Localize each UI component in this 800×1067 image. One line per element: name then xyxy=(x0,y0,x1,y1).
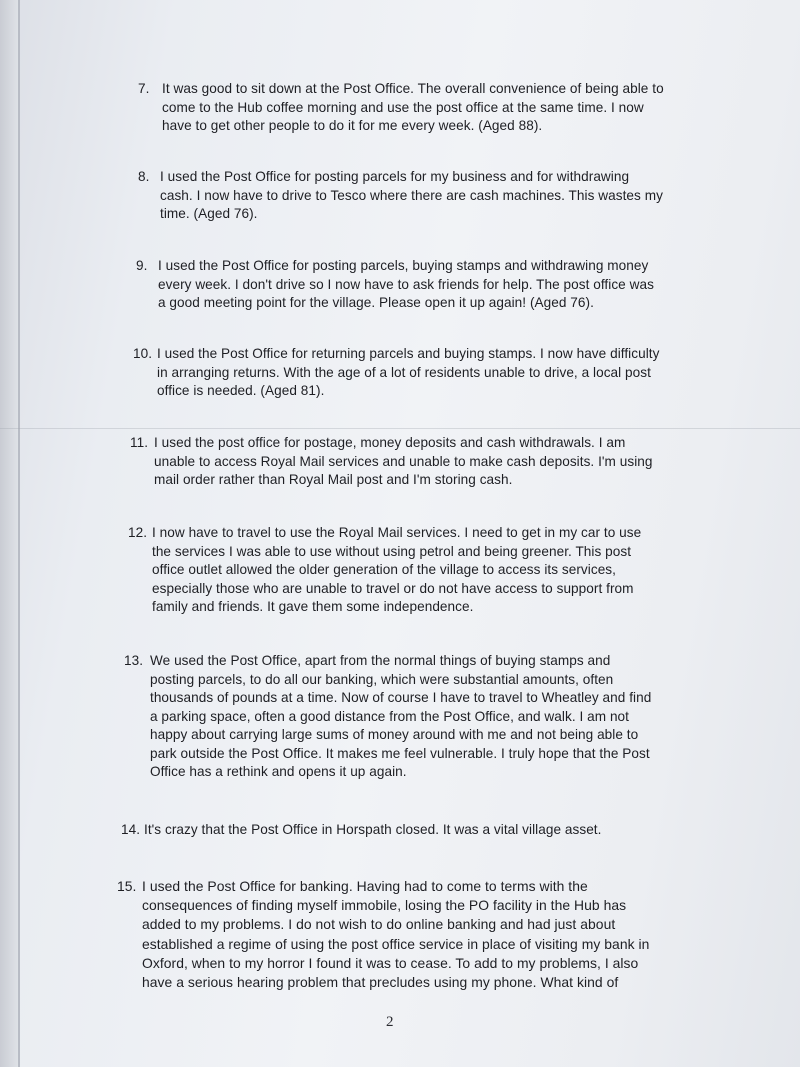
item-line: thousands of pounds at a time. Now of course I have to travel to Wheatley and find xyxy=(150,690,652,705)
item-line: office outlet allowed the older generation of the village to access its services, xyxy=(152,562,616,577)
item-line: I used the Post Office for posting parcels for my business and for withdrawing xyxy=(160,169,630,184)
list-item-7 xyxy=(138,80,708,136)
item-line: time. (Aged 76). xyxy=(160,206,258,221)
item-number: 7. xyxy=(138,81,150,96)
list-item-10 xyxy=(133,345,703,401)
item-line: have to get other people to do it for me every week. (Aged 88). xyxy=(162,118,543,133)
item-line: I now have to travel to use the Royal Mail services. I need to get in my car to use xyxy=(152,525,642,540)
item-line: a good meeting point for the village. Please open it up again! (Aged 76). xyxy=(158,295,594,310)
item-line: Oxford, when to my horror I found it was to cease. To add to my problems, I also xyxy=(142,954,639,971)
item-line: come to the Hub coffee morning and use the post office at the same time. I now xyxy=(162,99,644,115)
list-item-14 xyxy=(121,821,691,840)
page-fold-vertical xyxy=(18,0,20,1067)
item-line: I used the Post Office for posting parcels, buying stamps and withdrawing money xyxy=(158,258,649,273)
list-item-12 xyxy=(128,524,698,617)
item-number: 12. xyxy=(128,525,148,540)
item-line: We used the Post Office, apart from the normal things of buying stamps and xyxy=(150,653,611,668)
item-line: added to my problems. I do not wish to do online banking and had just about xyxy=(142,916,616,933)
item-line: every week. I don't drive so I now have to ask friends for help. The post office was xyxy=(158,276,654,292)
item-line: It was good to sit down at the Post Office. The overall convenience of being able to xyxy=(162,81,664,96)
item-line: consequences of finding myself immobile, losing the PO facility in the Hub has xyxy=(142,897,627,914)
list-item-9 xyxy=(136,257,706,313)
item-line: I used the Post Office for returning parcels and buying stamps. I now have difficulty xyxy=(157,346,660,361)
item-line: have a serious hearing problem that precludes using my phone. What kind of xyxy=(142,974,619,991)
item-number: 13. xyxy=(124,653,144,668)
list-item-13 xyxy=(124,652,694,782)
item-line: especially those who are unable to travel or do not have access to support from xyxy=(152,580,634,596)
item-line: posting parcels, to do all our banking, which were substantial amounts, often xyxy=(150,671,614,687)
item-line: I used the Post Office for banking. Having had to come to terms with the xyxy=(142,878,588,894)
page-edge-shadow xyxy=(0,0,18,1067)
item-line: family and friends. It gave them some independence. xyxy=(152,599,474,614)
item-line: in arranging returns. With the age of a lot of residents unable to drive, a local post xyxy=(157,364,651,380)
item-line: happy about carrying large sums of money around with me and not being able to xyxy=(150,727,639,742)
item-line: Office has a rethink and opens it up again. xyxy=(150,764,407,779)
list-item-8 xyxy=(138,168,708,224)
item-number: 14. xyxy=(121,822,141,837)
item-number: 10. xyxy=(133,346,153,361)
item-line: park outside the Post Office. It makes me feel vulnerable. I truly hope that the Post xyxy=(150,745,650,761)
item-line: cash. I now have to drive to Tesco where there are cash machines. This wastes my xyxy=(160,187,663,203)
item-number: 15. xyxy=(117,878,137,894)
item-line: a parking space, often a good distance from the Post Office, and walk. I am not xyxy=(150,708,629,724)
item-line: mail order rather than Royal Mail post and I'm storing cash. xyxy=(154,472,513,487)
item-line: I used the post office for postage, money deposits and cash withdrawals. I am xyxy=(154,435,626,450)
list-item-15 xyxy=(117,877,687,992)
item-line: the services I was able to use without using petrol and being greener. This post xyxy=(152,543,632,559)
item-line: It's crazy that the Post Office in Horspath closed. It was a vital village asset. xyxy=(144,822,602,837)
item-number: 8. xyxy=(138,169,150,184)
item-line: established a regime of using the post office service in place of visiting my bank in xyxy=(142,935,650,952)
page-fold-horizontal xyxy=(0,428,800,429)
list-item-11 xyxy=(130,434,700,490)
item-number: 11. xyxy=(130,435,149,450)
item-number: 9. xyxy=(136,258,148,273)
item-line: office is needed. (Aged 81). xyxy=(157,383,325,398)
item-line: unable to access Royal Mail services and unable to make cash deposits. I'm using xyxy=(154,453,653,469)
page-number: 2 xyxy=(386,1014,394,1030)
